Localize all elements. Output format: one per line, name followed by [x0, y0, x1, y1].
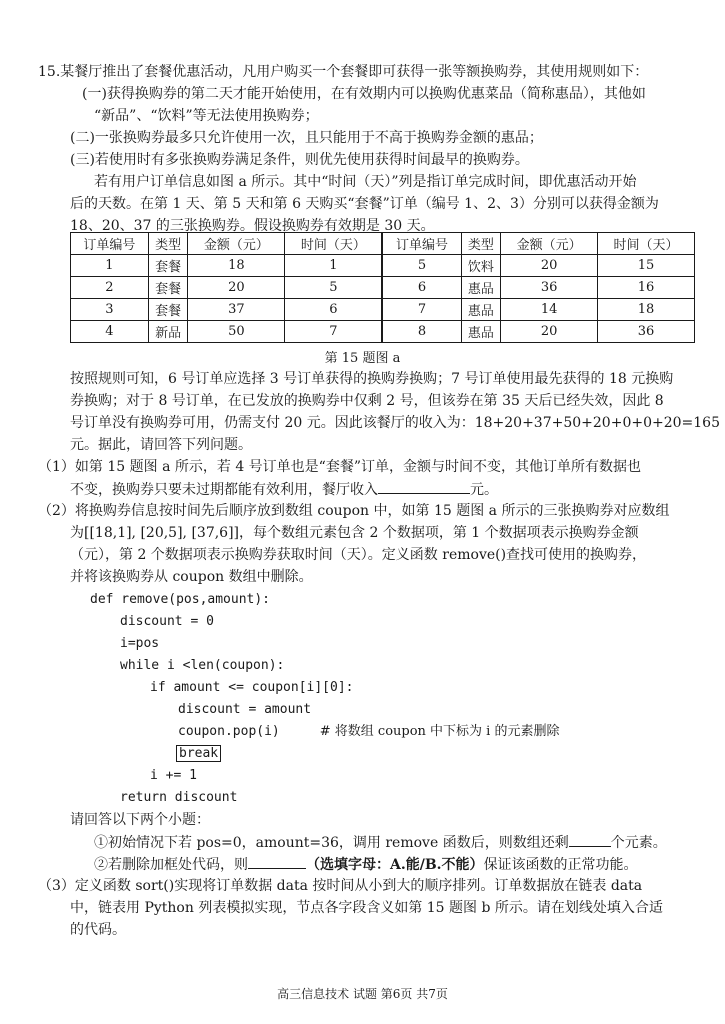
code-pop: coupon.pop(i)	[178, 724, 280, 739]
table-cell: 惠品	[461, 299, 501, 321]
table-cell: 新品	[148, 321, 188, 343]
explain-line-1: 按照规则可知，6 号订单应选择 3 号订单获得的换购券换购；7 号订单使用最先获得的 18 元换购	[70, 371, 674, 387]
header-cell: 订单编号	[71, 233, 149, 255]
table-cell: 7	[285, 321, 383, 343]
header-cell: 类型	[148, 233, 188, 255]
q1-line-2	[70, 479, 498, 500]
code-line: return discount	[120, 790, 238, 805]
table-cell: 18	[598, 299, 695, 321]
code-line	[176, 744, 221, 764]
table-cell: 37	[188, 299, 285, 321]
q2-line-1: （2）将换购券信息按时间先后顺序放到数组 coupon 中，如第 15 题图 a 所示的三张换购券对应数组	[38, 503, 670, 519]
sub-q1-text: ①初始情况下若 pos=0，amount=36，调用 remove 函数后，则数组还剩	[94, 835, 569, 851]
table-cell: 套餐	[148, 299, 188, 321]
question-intro: 15.某餐厅推出了套餐优惠活动，凡用户购买一个套餐即可获得一张等额换购券，其使用规则如下：	[38, 64, 649, 80]
table-row	[71, 277, 695, 299]
rule-2: (二)一张换购券最多只允许使用一次，且只能用于不高于换购券金额的惠品；	[70, 130, 543, 146]
table-cell: 7	[382, 299, 461, 321]
sub-q1	[94, 832, 667, 853]
code-line: i=pos	[120, 636, 160, 651]
code-line	[178, 722, 559, 742]
code-line: while i <len(coupon):	[120, 658, 285, 673]
code-line: discount = 0	[120, 614, 214, 629]
sub-q2-hint: （选填字母：A.能/B.不能）	[306, 857, 484, 873]
table-cell: 20	[501, 255, 598, 277]
sub-intro: 请回答以下两个小题：	[70, 812, 210, 828]
table-cell: 1	[71, 255, 149, 277]
table-cell: 5	[382, 255, 461, 277]
page-footer: 高三信息技术 试题 第6页 共7页	[277, 987, 448, 1001]
table-cell: 15	[598, 255, 695, 277]
table-cell: 50	[188, 321, 285, 343]
table-cell: 36	[598, 321, 695, 343]
rule-1b: “新品”、“饮料”等无法使用换购券；	[94, 108, 319, 124]
sub-q2-tail: 保证该函数的正常功能。	[483, 857, 638, 873]
code-line: def remove(pos,amount):	[90, 592, 271, 607]
table-cell: 20	[188, 277, 285, 299]
table-cell: 5	[285, 277, 383, 299]
table-row	[71, 321, 695, 343]
header-cell: 时间（天）	[598, 233, 695, 255]
explain-line-4: 元。据此，请回答下列问题。	[70, 437, 252, 453]
header-cell: 金额（元）	[188, 233, 285, 255]
q1-text: 不变，换购券只要未过期都能有效利用，餐厅收入	[70, 482, 378, 498]
explain-line-3: 号订单没有换购券可用，仍需支付 20 元。因此该餐厅的收入为：18+20+37+50+20+0+0+20=165	[70, 415, 720, 431]
table-row	[71, 255, 695, 277]
header-cell: 订单编号	[382, 233, 461, 255]
table-caption: 第 15 题图 a	[324, 351, 401, 366]
header-cell: 时间（天）	[285, 233, 383, 255]
explain-line-2: 券换购；对于 8 号订单，在已发放的换购券中仅剩 2 号，但该券在第 35 天后已经失效，因此 8	[70, 393, 664, 409]
table-cell: 套餐	[148, 277, 188, 299]
table-cell: 4	[71, 321, 149, 343]
sub-q1-unit: 个元素。	[610, 835, 667, 851]
sub-q1-answer-blank[interactable]	[569, 832, 611, 847]
q1-answer-blank[interactable]	[378, 479, 470, 494]
table-cell: 饮料	[461, 255, 501, 277]
order-table	[70, 232, 695, 343]
table-cell: 16	[598, 277, 695, 299]
q1-line-1: （1）如第 15 题图 a 所示，若 4 号订单也是“套餐”订单，金额与时间不变，其他订单所有数据也	[38, 459, 641, 475]
table-cell: 惠品	[461, 277, 501, 299]
code-line: if amount <= coupon[i][0]:	[150, 680, 354, 695]
q2-line-2: 为[[18,1], [20,5], [37,6]]，每个数组元素包含 2 个数据项，第 1 个数据项表示换购券金额	[70, 525, 639, 541]
q2-line-4: 并将该换购券从 coupon 数组中删除。	[70, 569, 313, 585]
code-line: discount = amount	[178, 702, 312, 717]
code-comment: # 将数组 coupon 中下标为 i 的元素删除	[319, 724, 560, 739]
q3-line-1: （3）定义函数 sort()实现将订单数据 data 按时间从小到大的顺序排列。订单数据放在链表 data	[38, 878, 643, 894]
table-row	[71, 299, 695, 321]
sub-q2-text: ②若删除加框处代码，则	[94, 857, 248, 873]
rule-1a: (一)获得换购券的第二天才能开始使用，在有效期内可以换购优惠菜品（简称惠品），其他如	[82, 86, 646, 102]
table-cell: 36	[501, 277, 598, 299]
code-line: i += 1	[150, 768, 197, 783]
table-cell: 8	[382, 321, 461, 343]
q2-line-3: （元），第 2 个数据项表示换购券获取时间（天）。定义函数 remove()查找可使用的换购券，	[70, 547, 647, 563]
para-1: 若有用户订单信息如图 a 所示。其中“时间（天）”列是指订单完成时间，即优惠活动开始	[94, 174, 637, 190]
para-3: 18、20、37 的三张换购券。假设换购券有效期是 30 天。	[70, 218, 435, 234]
table-cell: 14	[501, 299, 598, 321]
table-cell: 套餐	[148, 255, 188, 277]
table-cell: 2	[71, 277, 149, 299]
q1-unit: 元。	[470, 482, 498, 498]
table-cell: 6	[382, 277, 461, 299]
table-cell: 20	[501, 321, 598, 343]
table-cell: 3	[71, 299, 149, 321]
sub-q2	[94, 854, 638, 875]
table-cell: 18	[188, 255, 285, 277]
q3-line-3: 的代码。	[70, 922, 126, 938]
sub-q2-answer-blank[interactable]	[248, 854, 306, 869]
table-cell: 6	[285, 299, 383, 321]
q3-line-2: 中，链表用 Python 列表模拟实现，节点各字段含义如第 15 题图 b 所示。请在划线处填入合适	[70, 900, 663, 916]
header-cell: 金额（元）	[501, 233, 598, 255]
table-header-row	[71, 233, 695, 255]
boxed-break: break	[176, 745, 221, 762]
para-2: 后的天数。在第 1 天、第 5 天和第 6 天购买“套餐”订单（编号 1、2、3）分别可以获得金额为	[70, 196, 659, 212]
table-cell: 1	[285, 255, 383, 277]
table-cell: 惠品	[461, 321, 501, 343]
rule-3: (三)若使用时有多张换购券满足条件，则优先使用获得时间最早的换购券。	[70, 152, 529, 168]
header-cell: 类型	[461, 233, 501, 255]
